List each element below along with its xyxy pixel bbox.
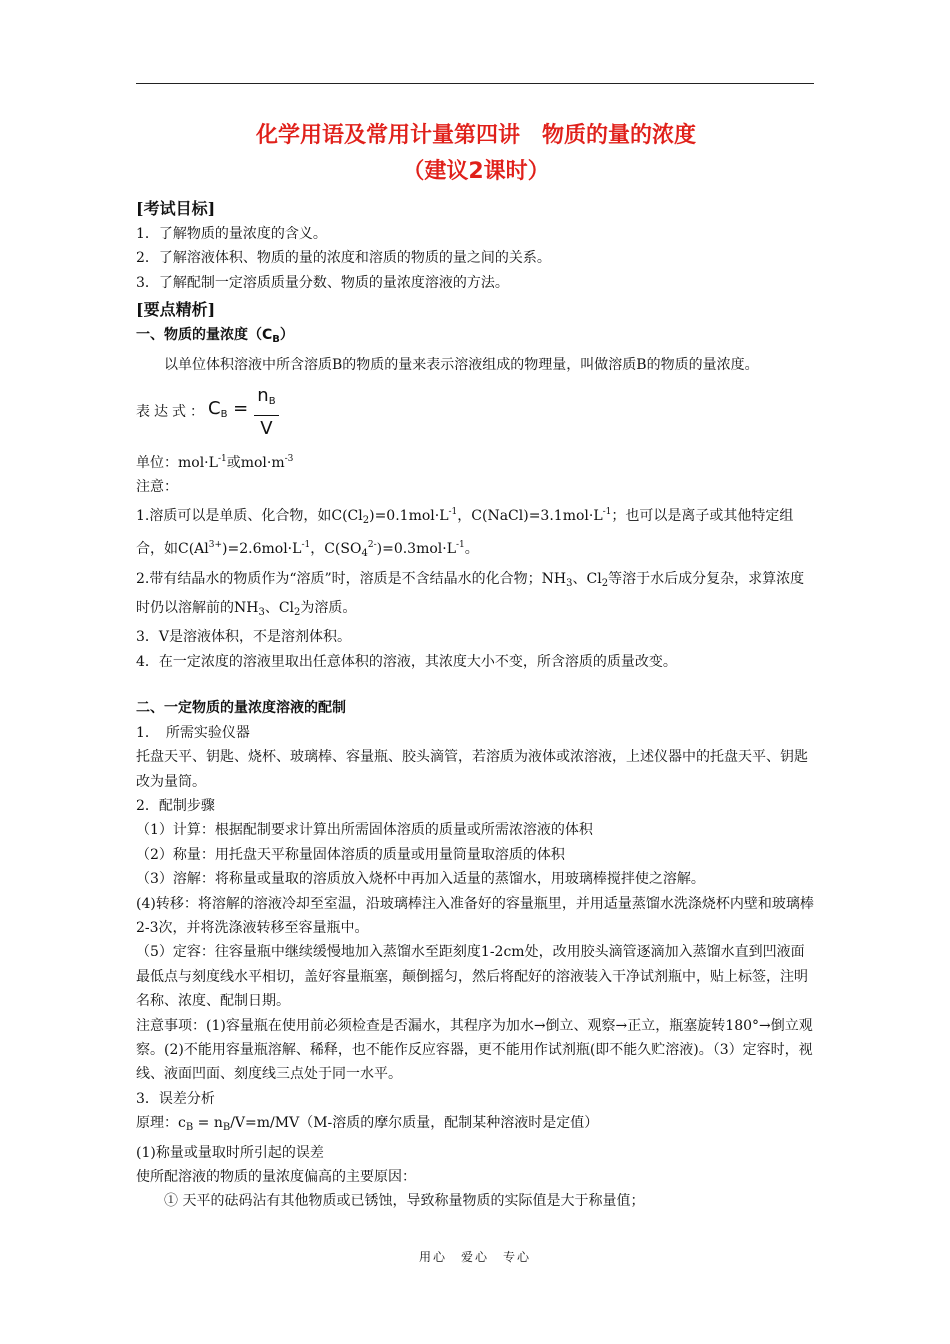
key-points-heading: [要点精析]: [136, 300, 216, 320]
section1-heading: 一、物质的量浓度$(C_B)$: [136, 327, 294, 346]
section2-heading: 二、一定物质的量浓度溶液的配制: [136, 700, 346, 717]
page-subtitle: （建议2课时）: [402, 159, 550, 184]
header-rule: [136, 83, 814, 84]
formula-numerator: $n_B$: [254, 385, 278, 416]
definition-text: 以单位体积溶液中所含溶质B的物质的量来表示溶液组成的物理量，叫做溶质B的物质的量浓度。: [164, 356, 759, 373]
formula-label: 表达式：: [136, 403, 208, 420]
note-1: 1.溶质可以是单质、化合物，如$C(Cl_2)=0.1mol\cdot L^{-1}$，$C(NaCl)=3.1mol\cdot L^{-1}$；也可以是离子或其他特定组合，如$C(Al^{3+})=2.6mol\cdot L^{-1}$，$C(SO_4^{2-})=0.3mol\cdot L^{-1}$。: [136, 506, 794, 560]
note-3: 3．V是溶液体积，不是溶剂体积。: [136, 629, 352, 646]
note-label: 注意：: [136, 479, 178, 496]
note-4: 4．在一定浓度的溶液里取出任意体积的溶液，其浓度大小不变，所含溶质的质量改变。: [136, 653, 677, 670]
formula-denominator: V: [260, 417, 273, 439]
error-intro: 使所配溶液的物质的量浓度偏高的主要原因：: [136, 1169, 416, 1185]
unit-line: 单位：$mol\cdot L^{-1}$或$mol\cdot m^{-3}$: [136, 454, 294, 472]
exam-goals-heading: [考试目标]: [136, 199, 216, 218]
goal-item: 3．了解配制一定溶质质量分数、物质的量浓度溶液的方法。: [136, 274, 509, 291]
goal-item: 2．了解溶液体积、物质的量的浓度和溶质的物质的量之间的关系。: [136, 250, 551, 267]
error-analysis-heading: 3．误差分析: [136, 1090, 215, 1107]
page-title: 化学用语及常用计量第四讲 物质的量的浓度: [255, 123, 696, 148]
instruments-heading: 1． 所需实验仪器: [136, 724, 250, 741]
step-item: （5）定容：往容量瓶中继续缓慢地加入蒸馏水至距刻度1-2cm处，改用胶头滴管逐滴加入蒸馏水直到凹液面最低点与刻度线水平相切，盖好容量瓶塞，颠倒摇匀，然后将配好的溶液装入干净试剂瓶中，贴上标签，注明名称、浓度、配制日期。: [136, 944, 808, 1010]
formula-fraction: [254, 385, 278, 440]
principle-line: 原理：$c_B = n_B/V=m/MV(M-$溶质的摩尔质量，配制某种溶液时是定值）: [136, 1115, 599, 1134]
spacer: [136, 674, 816, 696]
steps-heading: 2．配制步骤: [136, 797, 215, 814]
document-body: [136, 118, 816, 1214]
step-item: （3）溶解：将称量或量取的溶质放入烧杯中再加入适量的蒸馏水，用玻璃棒搅拌使之溶解。: [136, 871, 705, 888]
error-subheading: (1)称量或量取时所引起的误差: [136, 1144, 324, 1161]
formula-lhs: $C_B$ =: [208, 397, 249, 420]
error-item: ① 天平的砝码沾有其他物质或已锈蚀，导致称量物质的实际值是大于称量值；: [164, 1193, 645, 1210]
step-item: （2）称量：用托盘天平称量固体溶质的质量或用量筒量取溶质的体积: [136, 846, 565, 863]
goal-item: 1．了解物质的量浓度的含义。: [136, 226, 327, 242]
step-item: (4)转移：将溶解的溶液冷却至室温，沿玻璃棒注入准备好的容量瓶里，并用适量蒸馏水洗涤烧杯内壁和玻璃棒2-3次，并将洗涤液转移至容量瓶中。: [136, 895, 814, 936]
note-2: 2.带有结晶水的物质作为“溶质”时，溶质是不含结晶水的化合物；$NH_3$、$Cl_2$等溶于水后成分复杂，求算浓度时仍以溶解前的$NH_3$、$Cl_2$为溶质。: [136, 570, 805, 619]
step-item: （1）计算：根据配制要求计算出所需固体溶质的质量或所需浓溶液的体积: [136, 822, 593, 839]
instruments-text: 托盘天平、钥匙、烧杯、玻璃棒、容量瓶、胶头滴管，若溶质为液体或浓溶液，上述仪器中的托盘天平、钥匙改为量筒。: [136, 749, 808, 790]
precautions: 注意事项：(1)容量瓶在使用前必须检查是否漏水，其程序为加水→倒立、观察→正立，瓶塞旋转180°→倒立观察。(2)不能用容量瓶溶解、稀释，也不能作反应容器，更不能用作试剂瓶(即不能久贮溶液)。（3）定容时，视线、液面凹面、刻度线三点处于同一水平。: [136, 1017, 813, 1083]
page-footer: 用心 爱心 专心: [418, 1250, 531, 1264]
formula-block: [136, 381, 816, 443]
